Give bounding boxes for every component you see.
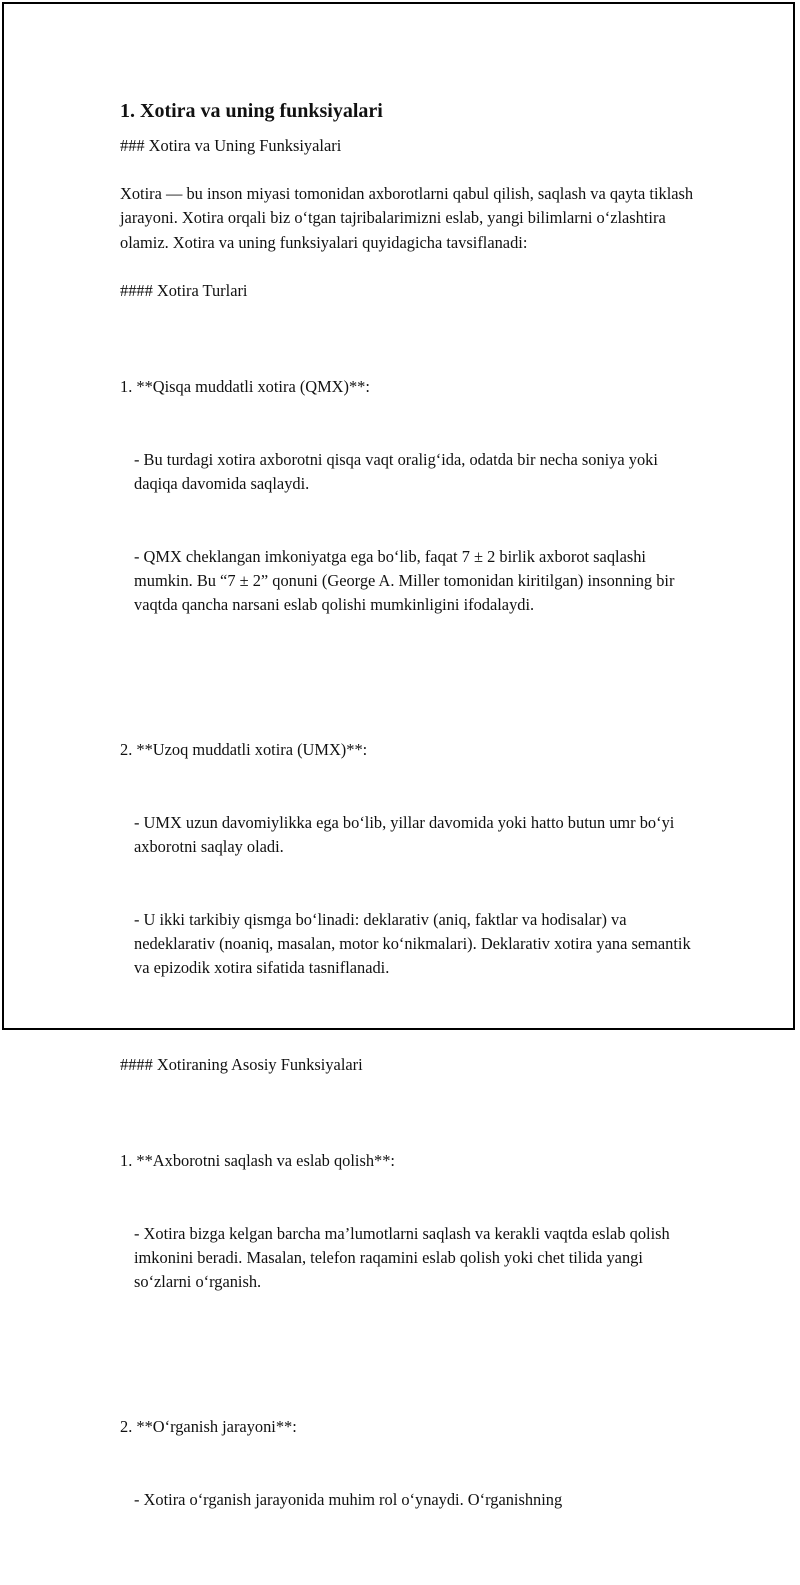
list-item-bullet: - Xotira o‘rganish jarayonida muhim rol o‘ynaydi. O‘rganishning bbox=[134, 1489, 563, 1509]
section-heading-turlari: #### Xotira Turlari bbox=[120, 280, 248, 300]
list-item-organish bbox=[120, 1367, 700, 1561]
list-item-bullet: - U ikki tarkibiy qismga bo‘linadi: deklarativ (aniq, faktlar va hodisalar) va nedeklarativ (noaniq, masalan, motor ko‘nikmalari). Deklarativ xotira yana semantik va epizodik xotira sifatida tasniflanadi. bbox=[134, 909, 695, 978]
section-heading-h3: ### Xotira va Uning Funksiyalari bbox=[120, 136, 342, 155]
list-item-bullet: - QMX cheklangan imkoniyatga ega bo‘lib, faqat 7 ± 2 birlik axborot saqlashi mumkin. Bu “7 ± 2” qonuni (George A. Miller tomonidan kiritilgan) insonning bir vaqtda qancha narsani eslab qolishi mumkinligini ifodalaydi. bbox=[134, 546, 679, 615]
document-body bbox=[120, 98, 700, 1585]
list-item-title: 1. **Axborotni saqlash va eslab qolish**: bbox=[120, 1151, 395, 1171]
list-item-qmx bbox=[120, 327, 700, 666]
list-item-bullet: - Bu turdagi xotira axborotni qisqa vaqt oralig‘ida, odatda bir necha soniya yoki daqiqa davomida saqlaydi. bbox=[134, 450, 663, 494]
section-heading-funksiyalari: #### Xotiraning Asosiy Funksiyalari bbox=[120, 1054, 363, 1074]
list-item-title: 2. **Uzoq muddatli xotira (UMX)**: bbox=[120, 740, 368, 760]
document-title: 1. Xotira va uning funksiyalari bbox=[120, 100, 383, 122]
list-item-saqlash bbox=[120, 1101, 700, 1343]
list-item-title: 1. **Qisqa muddatli xotira (QMX)**: bbox=[120, 377, 370, 397]
list-item-bullet: - Xotira bizga kelgan barcha ma’lumotlarni saqlash va kerakli vaqtda eslab qolish imkonini beradi. Masalan, telefon raqamini eslab qolish yoki chet tilida yangi so‘zlarni o‘rganish. bbox=[134, 1223, 674, 1292]
list-item-title: 2. **O‘rganish jarayoni**: bbox=[120, 1417, 297, 1437]
list-item-bullet: - UMX uzun davomiylikka ega bo‘lib, yillar davomida yoki hatto butun umr bo‘yi axborotni saqlay oladi. bbox=[134, 812, 679, 857]
list-item-umx bbox=[120, 690, 700, 1029]
document-page bbox=[2, 2, 795, 1509]
intro-paragraph: Xotira — bu inson miyasi tomonidan axborotlarni qabul qilish, saqlash va qayta tiklash jarayoni. Xotira orqali biz o‘tgan tajribalarimizni eslab, yangi bilimlarni o‘zlashtira olamiz. Xotira va uning funksiyalari quyidagicha tavsiflanadi: bbox=[120, 184, 698, 252]
